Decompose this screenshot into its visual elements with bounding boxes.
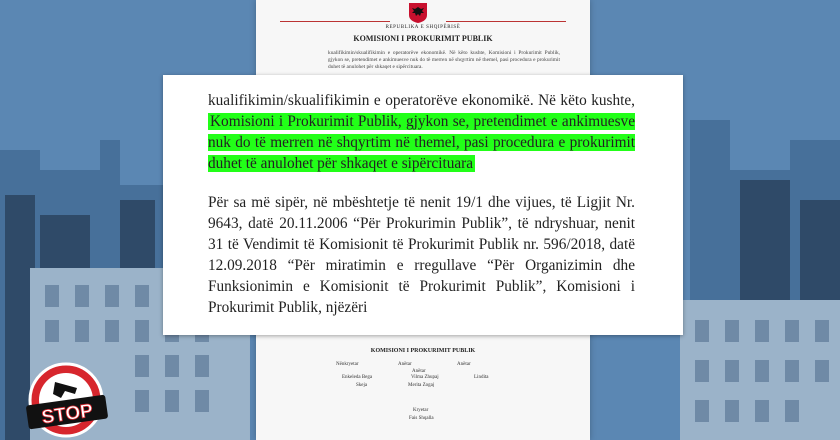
- signature-block-title: KOMISIONI I PROKURIMIT PUBLIK: [370, 348, 476, 354]
- signatory-chair-name: Fais Shqalla: [409, 416, 434, 421]
- role-deputy-chair: Nënkryetar: [336, 362, 359, 367]
- excerpt-text-before: kualifikimin/skualifikimin e operatorëve ekonomikë. Në këto kushte,: [208, 92, 635, 109]
- stop-show-logo: [25, 360, 109, 438]
- institution-title: KOMISIONI I PROKURIMIT PUBLIK: [353, 34, 493, 43]
- highlighted-text: Komisioni i Prokurimit Publik, gjykon se, pretendimet e ankimuesve nuk do të merren në shqyrtim në themel, pasi procedura e prokurimit duhet të anulohet për shkaqet e sipërcituara: [208, 113, 635, 172]
- document-small-text: kualifikimin/skualifikimin e operatorëve ekonomikë. Në këto kushte, Komisioni i Prokurimit Publik, gjykon se, pretendimet e ankimuesve nuk do të merren në shqyrtim në themel, pasi procedura e prokurimit duhet të anulohet për shkaqet e sipërcituara.: [328, 50, 560, 71]
- signatory-name-1: Enkeleda Bega: [342, 375, 373, 380]
- signatory-name-3: Lindita: [474, 375, 489, 380]
- header-rule-right: [446, 21, 566, 22]
- role-member-3: Anëtar: [412, 369, 426, 374]
- role-chair: Kryetar: [413, 408, 429, 413]
- role-member-2: Anëtar: [457, 362, 471, 367]
- albanian-eagle-emblem: [406, 2, 430, 24]
- signatory-name-4: Skeja: [356, 383, 368, 388]
- excerpt-paragraph-1: [208, 90, 635, 174]
- signatory-name-2: Vilma Zhupaj: [411, 375, 439, 380]
- role-member-1: Anëtar: [398, 362, 412, 367]
- signatory-name-5: Merita Zogaj: [408, 383, 435, 388]
- republic-label: REPUBLIKA E SHQIPËRISË: [385, 25, 461, 30]
- header-rule-left: [280, 21, 390, 22]
- logo-text: STOP: [40, 400, 95, 429]
- excerpt-paragraph-2: Për sa më sipër, në mbështetje të nenit 19/1 dhe vijues, të Ligjit Nr. 9643, datë 20.11.2006 “Për Prokurimin Publik”, të ndryshuar, nenit 31 të Vendimit të Komisionit të Prokurimit Publik nr. 596/2018, datë 12.09.2018 “Për miratimin e rregullave “Për Organizimin dhe Funksionimin e Komisionit të Prokurimit Publik”, Komisioni i Prokurimit Publik, njëzëri: [208, 194, 635, 316]
- zoomed-excerpt-text: [208, 90, 635, 318]
